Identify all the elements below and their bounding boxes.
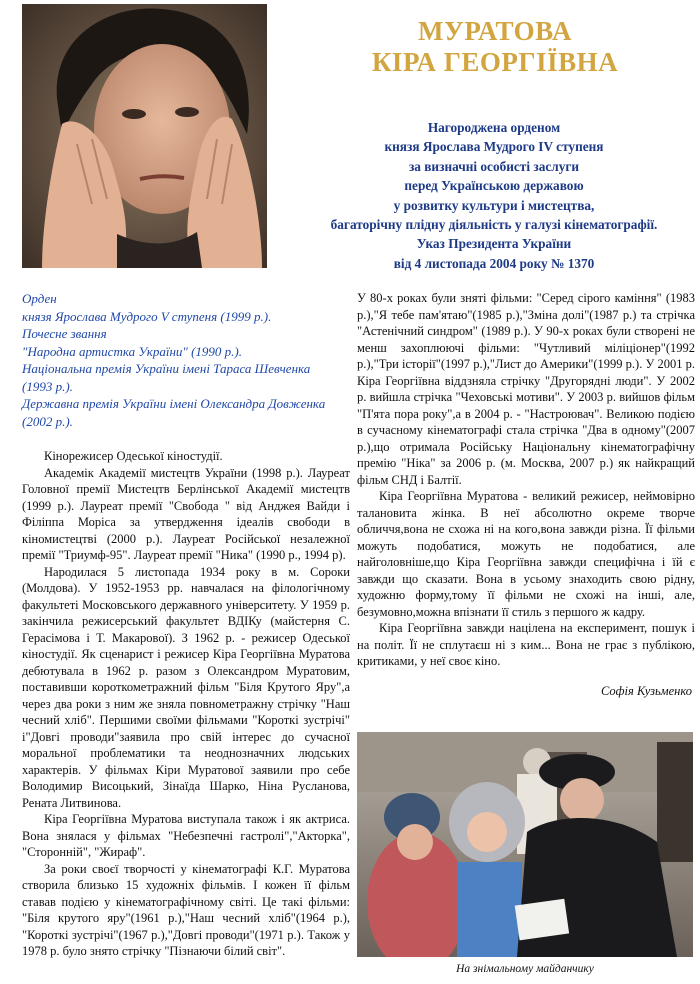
honor-line: Почесне звання <box>22 326 107 341</box>
award-line: у розвитку культури і мистецтва, <box>393 197 595 213</box>
paragraph: У 80-х роках були зняті фільми: "Серед сірого каміння" (1983 р.),"Я тебе пам'ятаю"(1985 р.),"Зміна долі"(1987 р.) та стрічка "Астенічний синдром" (1989 р.). У 90-х роках були створені не менш захоплюючі фільми: "Чутливий міліціонер"(1992 р.),"Три історії"(1997 р.),"Лист до Америки"(1999 р.). У 2001 р. Кіра Георгіївна віддзняла стрічку "Другорядні люди". У 2002 р. вийшла стрічка "Чеховські мотиви". У 2003 р. вийшов фільм "П'ята пора року",а в 2004 р. - "Настроювач". Великою подією в сучасному кінематографі стала стрічка "Два в одному"(2007 р.),що отримала Російську Національну кінематографічну премію "Ніка" за 2006 р. (м. Москва, 2007 р.) як найкращий фільм СНД і Балтії. <box>357 291 695 487</box>
paragraph: Кінорежисер Одеської кіностудії. <box>44 449 223 463</box>
award-line: Указ Президента України <box>416 236 572 252</box>
paragraph: Кіра Георгіївна Муратова виступала також і як актриса. Вона знялася у фільмах "Небезпечні гастролі","Акторка", "Сторонній", "Жираф". <box>22 812 350 859</box>
honors-list <box>22 290 352 430</box>
award-text <box>292 118 696 273</box>
award-line: Нагороджена орденом <box>427 120 561 135</box>
award-line: перед Українською державою <box>404 178 584 194</box>
paragraph: Кіра Георгіївна завжди націлена на експеримент, пошук і на політ. Її не сплутаєш ні з ким... Вона не грає з публікою, критиками, у неї своє кіно. <box>357 621 695 668</box>
award-line: князя Ярослава Мудрого IV ступеня <box>384 139 604 155</box>
honor-line: (1993 р.). <box>22 378 73 394</box>
author-signature: Софія Кузьменко <box>600 684 692 698</box>
honor-line: Державна премія України імені Олександра Довженка <box>22 396 326 411</box>
right-column-text <box>357 290 695 670</box>
photo-caption: На знімальному майданчику <box>456 963 594 975</box>
left-column-text <box>22 448 350 960</box>
paragraph: Кіра Георгіївна Муратова - великий режисер, неймовірно талановита жінка. В неї абсолютно окреме творче обличчя,вона не схожа ні на кого,вона завжди різна. Її фільми можуть подобатися, можуть не подобатися, але найголовніше,що Кіра Георгіївна завжди специфічна і їй є завжди що сказати. Вона в усьому знаходить свою рідну, художню форму,тому її фільми не схожі на інші, але, безумовно,можна впізнати її стиль з першого ж кадру. <box>357 489 695 619</box>
title-name: КІРА ГЕОРГІЇВНА <box>371 47 619 77</box>
honor-line: Національна премія України імені Тараса Шевченка <box>22 361 311 376</box>
film-set-photo <box>357 732 693 957</box>
portrait-photo <box>22 4 267 268</box>
paragraph: За роки своєї творчості у кінематографі К.Г. Муратова створила близько 15 художніх фільмів. І кожен її фільм ставав подією у кінематографічному світі. Це такі фільми: "Біля крутого яру"(1961 р.),"Наш чесний хліб"(1964 р.), "Короткі зустрічі"(1967 р.),"Довгі проводи"(1971 р.). Також у 1978 р. було знято стрічку "Пізнаючи білий світ". <box>22 861 350 958</box>
honor-line: "Народна артистка України" (1990 р.). <box>22 343 243 359</box>
award-line: багаторічну плідну діяльність у галузі кінематографії. <box>330 217 658 233</box>
paragraph: Академік Академії мистецтв України (1998 р.). Лауреат Головної премії Мистецтв Берлінської Академії мистецтв (1999 р.). Лауреат премії "Свобода " від Анджея Вайди і Філіппа Моріса за утвердження ідеалів свободи в кіномистецтві (2000 р.). Лауреат Російської незалежної премії "Триумф-95". Лауреат премії "Ника" (1990 р., 1994 р). <box>22 465 350 562</box>
honor-line: Орден <box>22 291 57 306</box>
page-title <box>330 16 660 78</box>
title-surname: МУРАТОВА <box>418 16 572 46</box>
award-line: від 4 листопада 2004 року № 1370 <box>393 255 595 271</box>
honor-line: (2002 р.). <box>22 413 73 429</box>
honor-line: князя Ярослава Мудрого V ступеня (1999 р.). <box>22 308 272 324</box>
paragraph: Народилася 5 листопада 1934 року в м. Сороки (Молдова). У 1952-1953 рр. навчалася на філологічному факультеті Московського державного університету. У 1959 р. закінчила режисерський факультет ВДІКу (майстерня С. Герасімова і Т. Макарової). З 1962 р. - режисер Одеської кіностудії. Як сценарист і режисер Кіра Георгіївна Муратова дебютувала в 1962 р. разом з Олександром Муратовим, поставивши короткометражний фільм "Біля Крутого Яру",а через два роки з ним же зняла повнометражну стрічку "Наш чесний хліб". Першими своїми фільмами "Короткі зустрічі" і"Довгі проводи"заявила про свій інтерес до сучасної моральної проблематики та неоднозначних людських характерів. У фільмах Кіри Муратової заявили про себе Володимир Висоцький, Зінаїда Шарко, Ніна Русланова, Рената Литвинова. <box>22 564 350 810</box>
award-line: за визначні особисті заслуги <box>408 158 580 174</box>
